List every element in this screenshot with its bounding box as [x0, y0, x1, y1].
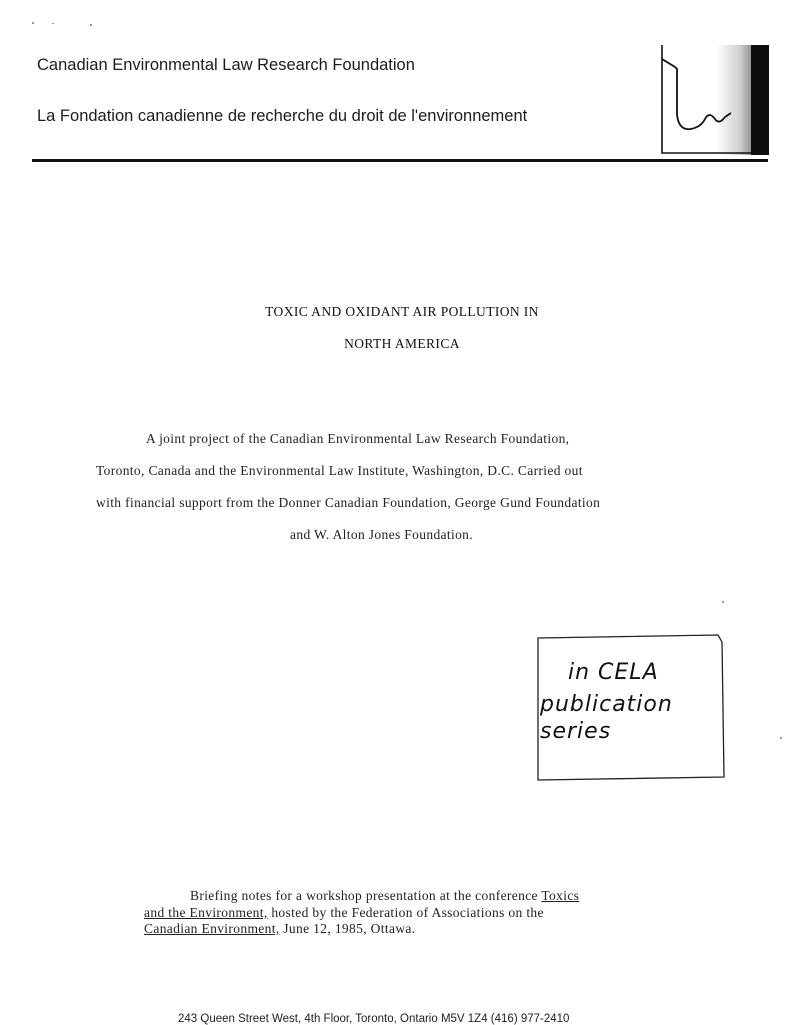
briefing-line-3: [144, 921, 415, 937]
scan-speck: [722, 601, 724, 603]
handwritten-note-line-3: series: [540, 719, 612, 744]
federation-name: Canadian Environment,: [144, 921, 280, 936]
document-title-line-1: TOXIC AND OXIDANT AIR POLLUTION IN: [265, 304, 539, 319]
scan-speck: [32, 22, 34, 24]
scan-speck: [780, 737, 782, 739]
letterhead-french-name: La Fondation canadienne de recherche du droit de l'environnement: [37, 107, 528, 125]
footer-address: 243 Queen Street West, 4th Floor, Toronto, Ontario M5V 1Z4 (416) 977-2410: [178, 1013, 570, 1025]
conference-title-part-1: Toxics: [541, 888, 580, 903]
intro-line-1: A joint project of the Canadian Environmental Law Research Foundation,: [146, 431, 570, 446]
briefing-text-1: Briefing notes for a workshop presentation at the conference: [190, 888, 542, 903]
handwritten-note-line-1: in CELA: [568, 660, 659, 685]
briefing-text-2: hosted by the Federation of Associations on the: [267, 905, 544, 920]
letterhead-divider: [32, 159, 768, 162]
intro-line-3: with financial support from the Donner Canadian Foundation, George Gund Foundation: [96, 495, 601, 510]
handwritten-note-line-2: publication: [540, 692, 673, 717]
intro-line-2: Toronto, Canada and the Environmental Law Institute, Washington, D.C. Carried out: [96, 463, 583, 478]
scan-speck: [90, 24, 92, 26]
intro-line-4: and W. Alton Jones Foundation.: [290, 527, 474, 542]
briefing-line-2: [144, 905, 544, 921]
scan-speck: [52, 23, 54, 24]
conference-title-part-2: and the Environment,: [144, 905, 268, 920]
briefing-line-1: [190, 888, 579, 904]
letterhead-english-name: Canadian Environmental Law Research Foundation: [37, 56, 415, 74]
foundation-logo: [661, 45, 769, 155]
document-title-line-2: NORTH AMERICA: [344, 336, 460, 351]
briefing-text-3: June 12, 1985, Ottawa.: [279, 921, 416, 936]
